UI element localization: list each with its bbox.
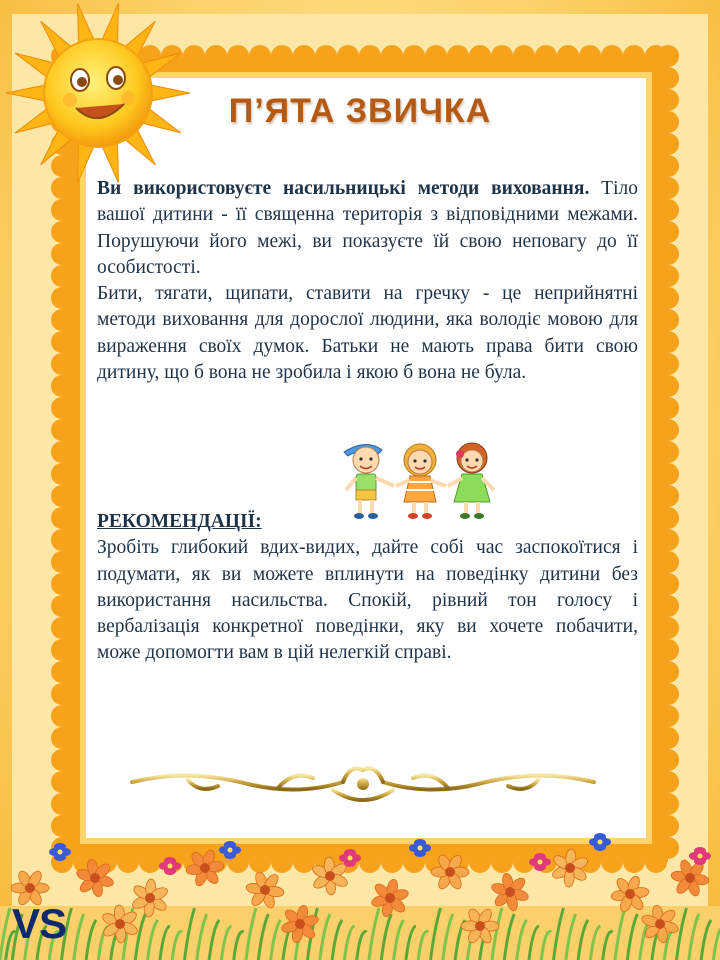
paragraph-2: Бити, тягати, щипати, ставити на гречку - це неприйнятні методи виховання для дорослої людини, яка володіє мовою для вираження своїх думок. Батьки не мають права бити свою дитину, що б вона не зробила і якою б вона не була. <box>97 283 638 384</box>
paragraph-1-text: Тіло вашої дитини - її священна територія з відповідними межами. Порушуючи його межі, ви показуєте їй свою неповагу до її особистості. <box>97 178 638 278</box>
paragraph-1 <box>97 176 638 281</box>
logo-text: VS <box>12 900 67 947</box>
flower-border <box>0 828 720 960</box>
girl-figure-2 <box>448 443 494 519</box>
boy-figure <box>344 444 394 519</box>
gold-ornament-divider <box>128 760 598 808</box>
main-text <box>97 176 638 386</box>
recommendations-heading: РЕКОМЕНДАЦІЇ: <box>97 511 262 532</box>
page-title: П’ЯТА ЗВИЧКА <box>228 92 492 130</box>
recommendations-section <box>97 509 638 667</box>
paragraph-1-bold-lead: Ви використовуєте насильницькі методи виховання. <box>97 178 590 199</box>
girl-figure-1 <box>396 444 446 519</box>
recommendations-text: Зробіть глибокий вдих-видих, дайте собі час заспокоїтися і подумати, як ви можете вплинути на поведінку дитини без використання насильства. Спокій, рівний тон голосу і вербалізація конкретної поведінки, яку ви хочете побачити, може допомогти вам в цій нелегкій справі. <box>97 537 638 664</box>
